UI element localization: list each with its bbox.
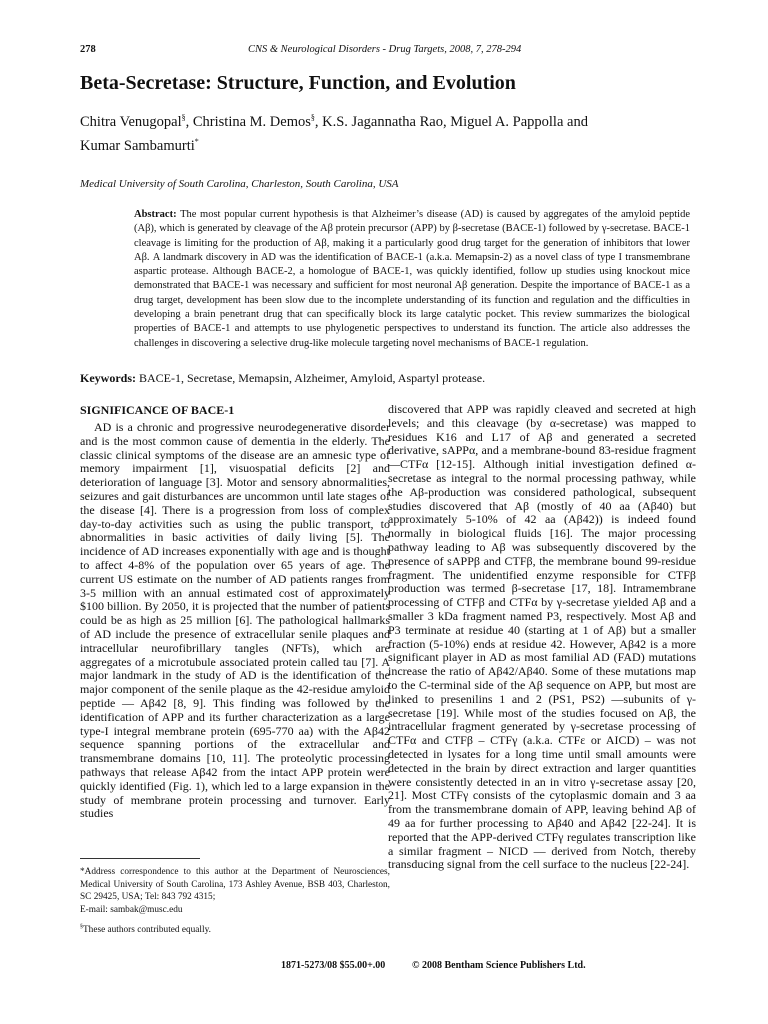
- abstract-label: Abstract:: [134, 209, 177, 220]
- author-mark: §: [181, 113, 186, 122]
- correspondence-text: *Address correspondence to this author at the Department of Neurosciences, Medical University of South Carolina, 173 Ashley Avenue, BSB 403, Charleston, SC 29425, USA; Tel: 843 792 4315;: [80, 867, 390, 902]
- correspondence-email: E-mail: sambak@musc.edu: [80, 904, 183, 915]
- equal-contribution-text: These authors contributed equally.: [83, 925, 211, 936]
- correspondence-footnote: [80, 866, 390, 916]
- journal-citation: CNS & Neurological Disorders - Drug Targets, 2008, 7, 278-294: [248, 44, 522, 55]
- article-title: Beta-Secretase: Structure, Function, and Evolution: [80, 72, 516, 94]
- equal-contribution-footnote: [80, 924, 390, 935]
- author-separator: ,: [442, 113, 451, 130]
- left-column: [80, 403, 390, 821]
- author-name: Christina M. Demos: [192, 113, 311, 130]
- issn-price: 1871-5273/08 $55.00+.00: [281, 960, 386, 971]
- section-heading: SIGNIFICANCE OF BACE-1: [80, 403, 235, 417]
- equal-mark: §: [80, 924, 83, 930]
- keywords: [80, 371, 690, 386]
- author-name: Miguel A. Pappolla: [450, 113, 564, 130]
- abstract: [134, 208, 690, 351]
- abstract-text: The most popular current hypothesis is that Alzheimer’s disease (AD) is caused by aggregates of the amyloid peptide (Aβ), which is generated by cleavage of the Aβ protein precursor (APP) by β-secretase (BACE-1) followed by γ-secretase. BACE-1 cleavage is limiting for the production of Aβ, making it a particularly good drug target for the generation of inhibitors that lower Aβ. A landmark discovery in AD was the identification of BACE-1 (a.k.a. Memapsin-2) as a novel class of type I transmembrane aspartic protease. Although BACE-2, a homologue of BACE-1, was quickly identified, follow up studies using knockout mice demonstrated that BACE-1 was necessary and sufficient for most neuronal Aβ generation. Despite the importance of BACE-1 as a drug target, development has been slow due to the incomplete understanding of its function and regulation and the difficulties in developing a brain penetrant drug that can specifically block its large catalytic pocket. This review summarizes the biological properties of BACE-1 and attempts to use phylogenetic perspectives to understand its function. The article also addresses the challenges in discovering a selective drug-like molecule targeting novel mechanisms of BACE-1 regulation.: [134, 209, 690, 349]
- right-column: [388, 403, 696, 872]
- keywords-label: Keywords:: [80, 371, 136, 385]
- author-list: [80, 108, 640, 156]
- author-name: Kumar Sambamurti: [80, 137, 195, 154]
- author-mark: §: [310, 113, 315, 122]
- footnote-divider: [80, 858, 200, 859]
- author-separator: ,: [314, 113, 323, 130]
- author-separator: and: [563, 113, 588, 130]
- body-paragraph-left: AD is a chronic and progressive neurodegenerative disorder and is the most common cause of dementia in the elderly. The classic clinical symptoms of the disease are an amnesic type of memory impairment [1], visuospatial deficits [2] and deterioration of language [3]. Motor and sensory abnormalities, seizures and gait disturbances are uncommon until late stages of the disease [4]. There is a progression from loss of complex day-to-day activities such as using the public transport, to abnormalities in basic activities of daily living [5]. The incidence of AD increases exponentially with age and is thought to affect 4-8% of the population over 65 years of age. The current US estimate on the number of AD patients ranges from 3-5 million with an annual estimated cost of approximately $100 billion. By 2050, it is projected that the number of patients could be as high as 25 million [6]. The pathological hallmarks of AD include the presence of extracellular senile plaques and intracellular neurofibrillary tangles (NFTs), which are aggregates of a microtubule associated protein called tau [7]. A major landmark in the study of AD is the identification of the major component of the senile plaque as the 42-residue amyloid peptide — Aβ42 [8, 9]. This finding was followed by the identification of APP and its further characterization as a large type-I integral membrane protein (695-770 aa) with the Aβ42 sequence spanning portions of the extracellular and transmembrane domains [10, 11]. The proteolytic processing pathways that release Aβ42 from the intact APP protein were quickly identified (Fig. 1), which led to a large expansion in the study of membrane protein processing and turnover. Early studies: [80, 420, 390, 821]
- keywords-text: BACE-1, Secretase, Memapsin, Alzheimer, Amyloid, Aspartyl protease.: [139, 371, 486, 385]
- copyright: © 2008 Bentham Science Publishers Ltd.: [412, 960, 586, 971]
- author-mark: *: [194, 136, 199, 146]
- body-paragraph-right: discovered that APP was rapidly cleaved and secreted at high levels; and this cleavage (by α-secretase) was mapped to residues K16 and L17 of Aβ and generated a secreted derivative, sAPPα, and a membrane-bound 83-residue fragment—CTFα [12-15]. Although initial investigation defined α-secretase as integral to the normal processing pathway, while the Aβ-production was considered pathological, subsequent studies discovered that Aβ (mostly of 40 aa (Aβ40) but approximately 5-10% of 42 aa (Aβ42)) is indeed found normally in biological fluids [16]. The major processing pathway leading to Aβ was subsequently discovered by the presence of sAPPβ and CTFβ, the membrane bound 99-residue fragment. The unidentified enzyme responsible for CTFβ production was termed β-secretase [17, 18]. Intramembrane processing of CTFβ and CTFα by γ-secretase yielded Aβ and a smaller 3 kDa fragment named P3, respectively. Most Aβ and P3 terminate at residue 40 (starting at 1 of Aβ) but a smaller fraction (5-10%) ends at residue 42. However, Aβ42 is a more significant player in AD as most familial AD (FAD) mutations increase the ratio of Aβ42/Aβ40. Some of these mutations map to the C-terminal side of the Aβ sequence on APP, but most are linked to presenilins 1 and 2 (PS1, PS2) —subunits of γ-secretase [19]. While most of the studies focused on Aβ, the intracellular fragment generated by γ-secretase processing of CTFα and CTFβ – CTFγ (a.k.a. CTFε or AICD) – was not detected in lysates for a long time until small amounts were detected in the brain by direct extraction and larger quantities were consistently detected in an in vitro γ-secretase assay [20, 21]. Most CTFγ consists of the cytoplasmic domain and 3 aa from the transmembrane domain of APP, leaving behind Aβ of 49 aa for further processing to Aβ40 and Aβ42 [22-24]. It is reported that the APP-derived CTFγ regulates transcription like a similar fragment – NICD — derived from Notch, thereby transducing signal from the cell surface to the nucleus [22-24].: [388, 402, 696, 872]
- author-name: K.S. Jagannatha Rao: [322, 113, 443, 130]
- page-number: 278: [80, 44, 96, 55]
- running-header: [80, 44, 690, 60]
- affiliation: Medical University of South Carolina, Charleston, South Carolina, USA: [80, 178, 399, 190]
- author-separator: ,: [185, 113, 193, 130]
- author-name: Chitra Venugopal: [80, 113, 182, 130]
